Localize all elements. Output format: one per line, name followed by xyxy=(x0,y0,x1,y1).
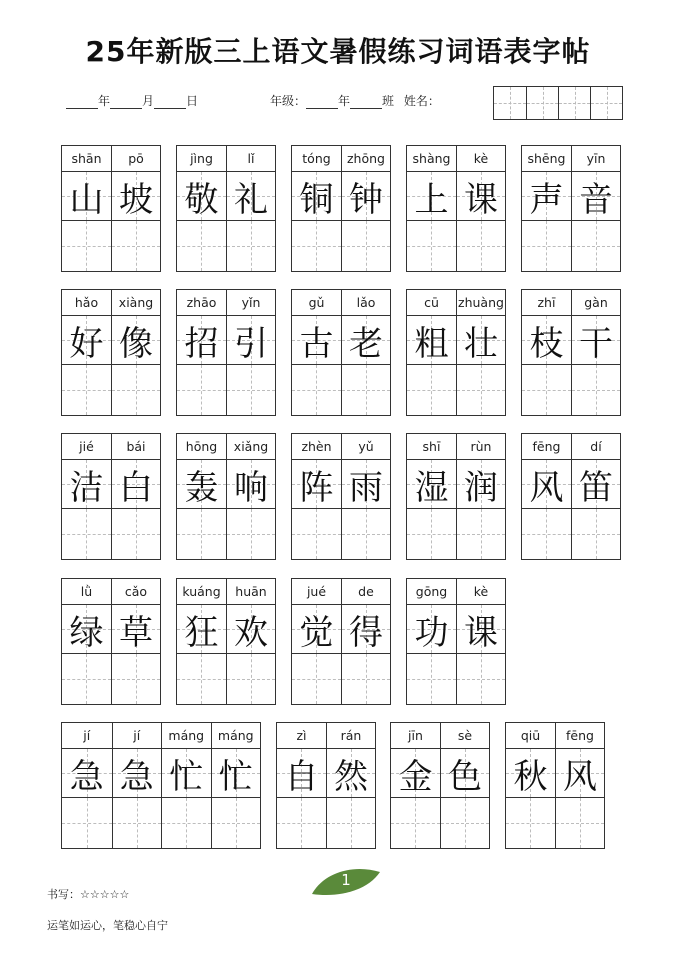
word-block xyxy=(276,722,376,849)
practice-box[interactable] xyxy=(342,509,390,559)
word-block xyxy=(61,578,161,705)
pinyin-label: kuáng xyxy=(177,579,226,605)
model-char-box xyxy=(407,460,456,510)
model-char-box xyxy=(212,749,261,799)
practice-box[interactable] xyxy=(227,654,275,704)
word-block xyxy=(521,433,621,560)
model-char-box xyxy=(292,460,341,510)
word-block xyxy=(505,722,605,849)
char-cell xyxy=(407,434,456,559)
pinyin-label: shī xyxy=(407,434,456,460)
model-character: 钟 xyxy=(348,179,383,220)
practice-box[interactable] xyxy=(227,221,275,271)
name-label: 姓名： xyxy=(403,94,440,108)
pinyin-label: hōng xyxy=(177,434,226,460)
model-character: 课 xyxy=(463,179,498,220)
model-char-box xyxy=(572,172,620,222)
model-character: 铜 xyxy=(299,179,334,220)
model-character: 草 xyxy=(118,612,153,653)
char-cell xyxy=(292,146,341,271)
model-char-box xyxy=(292,172,341,222)
pinyin-label: zhuàng xyxy=(457,290,505,316)
model-char-box xyxy=(177,605,226,655)
practice-box[interactable] xyxy=(407,365,456,415)
model-char-box xyxy=(177,172,226,222)
pinyin-label: zhèn xyxy=(292,434,341,460)
char-cell xyxy=(112,723,162,848)
model-char-box xyxy=(112,172,160,222)
pinyin-label: xiàng xyxy=(112,290,160,316)
model-char-box xyxy=(342,460,390,510)
rating-label: 书写： xyxy=(47,888,80,901)
char-cell xyxy=(341,146,390,271)
model-character: 急 xyxy=(119,756,154,797)
model-char-box xyxy=(162,749,211,799)
practice-box[interactable] xyxy=(62,654,111,704)
word-block xyxy=(521,289,621,416)
char-cell xyxy=(456,146,505,271)
char-cell xyxy=(522,146,571,271)
pinyin-label: jìng xyxy=(177,146,226,172)
model-character: 然 xyxy=(333,756,368,797)
model-character: 枝 xyxy=(529,323,564,364)
class-label: 班 xyxy=(382,94,395,108)
model-char-box xyxy=(407,605,456,655)
char-cell xyxy=(407,290,456,415)
model-character: 润 xyxy=(463,467,498,508)
model-character: 好 xyxy=(69,323,104,364)
model-character: 引 xyxy=(233,323,268,364)
model-character: 像 xyxy=(118,323,153,364)
word-block xyxy=(406,433,506,560)
practice-box[interactable] xyxy=(177,654,226,704)
practice-box[interactable] xyxy=(113,798,162,848)
char-cell xyxy=(177,146,226,271)
practice-box[interactable] xyxy=(556,798,604,848)
model-character: 老 xyxy=(348,323,383,364)
model-char-box xyxy=(572,460,620,510)
word-block xyxy=(176,145,276,272)
model-character: 绿 xyxy=(69,612,104,653)
model-char-box xyxy=(62,605,111,655)
name-box[interactable] xyxy=(558,87,590,119)
model-char-box xyxy=(277,749,326,799)
char-cell xyxy=(277,723,326,848)
pinyin-label: shàng xyxy=(407,146,456,172)
char-cell xyxy=(391,723,440,848)
model-char-box xyxy=(522,460,571,510)
model-character: 忙 xyxy=(218,756,253,797)
practice-box[interactable] xyxy=(177,365,226,415)
char-cell xyxy=(226,290,275,415)
char-cell xyxy=(571,146,620,271)
char-cell xyxy=(292,434,341,559)
model-char-box xyxy=(441,749,489,799)
practice-box[interactable] xyxy=(522,365,571,415)
pinyin-label: zì xyxy=(277,723,326,749)
practice-box[interactable] xyxy=(112,365,160,415)
month-label: 月 xyxy=(142,94,155,108)
pinyin-label: cǎo xyxy=(112,579,160,605)
practice-box[interactable] xyxy=(112,654,160,704)
char-cell xyxy=(211,723,261,848)
char-cell xyxy=(506,723,555,848)
pinyin-label: shān xyxy=(62,146,111,172)
char-cell xyxy=(177,579,226,704)
pinyin-label: jié xyxy=(62,434,111,460)
practice-box[interactable] xyxy=(457,221,505,271)
grade-year-blank[interactable] xyxy=(306,95,338,109)
grade-label: 年级： xyxy=(270,94,307,108)
pinyin-label: rán xyxy=(327,723,375,749)
name-box[interactable] xyxy=(526,87,558,119)
model-char-box xyxy=(522,172,571,222)
model-char-box xyxy=(112,316,160,366)
model-character: 得 xyxy=(348,612,383,653)
model-character: 功 xyxy=(414,612,449,653)
char-cell xyxy=(111,146,160,271)
pinyin-label: kè xyxy=(457,146,505,172)
model-character: 山 xyxy=(69,179,104,220)
word-block xyxy=(176,289,276,416)
practice-box[interactable] xyxy=(212,798,261,848)
practice-box[interactable] xyxy=(457,654,505,704)
char-cell xyxy=(62,290,111,415)
model-character: 礼 xyxy=(233,179,268,220)
model-char-box xyxy=(177,460,226,510)
pinyin-label: jīn xyxy=(391,723,440,749)
practice-box[interactable] xyxy=(342,654,390,704)
month-blank[interactable] xyxy=(110,95,142,109)
model-character: 古 xyxy=(299,323,334,364)
model-character: 课 xyxy=(463,612,498,653)
pinyin-label: máng xyxy=(212,723,261,749)
word-block xyxy=(390,722,490,849)
pinyin-label: gàn xyxy=(572,290,620,316)
practice-box[interactable] xyxy=(407,654,456,704)
word-block xyxy=(521,145,621,272)
pinyin-label: gōng xyxy=(407,579,456,605)
model-char-box xyxy=(62,316,111,366)
model-character: 风 xyxy=(562,756,597,797)
practice-box[interactable] xyxy=(407,509,456,559)
pinyin-label: hǎo xyxy=(62,290,111,316)
pinyin-label: de xyxy=(342,579,390,605)
practice-box[interactable] xyxy=(292,365,341,415)
model-char-box xyxy=(572,316,620,366)
practice-box[interactable] xyxy=(227,365,275,415)
pinyin-label: jí xyxy=(62,723,112,749)
word-block xyxy=(61,289,161,416)
char-cell xyxy=(62,723,112,848)
practice-box[interactable] xyxy=(292,509,341,559)
char-cell xyxy=(326,723,375,848)
model-char-box xyxy=(457,316,505,366)
model-character: 干 xyxy=(578,323,613,364)
char-cell xyxy=(292,579,341,704)
model-character: 轰 xyxy=(184,467,219,508)
practice-box[interactable] xyxy=(62,221,111,271)
word-block xyxy=(61,433,161,560)
char-cell xyxy=(177,434,226,559)
char-cell xyxy=(571,290,620,415)
model-char-box xyxy=(62,172,111,222)
pinyin-label: rùn xyxy=(457,434,505,460)
grade-field xyxy=(270,92,440,109)
model-character: 忙 xyxy=(169,756,204,797)
pinyin-label: lǐ xyxy=(227,146,275,172)
char-cell xyxy=(177,290,226,415)
model-character: 自 xyxy=(284,756,319,797)
model-char-box xyxy=(112,605,160,655)
model-char-box xyxy=(227,460,275,510)
model-character: 洁 xyxy=(69,467,104,508)
model-character: 色 xyxy=(447,756,482,797)
model-char-box xyxy=(556,749,604,799)
pinyin-label: xiǎng xyxy=(227,434,275,460)
practice-box[interactable] xyxy=(227,509,275,559)
pinyin-label: zhōng xyxy=(342,146,390,172)
word-block xyxy=(176,433,276,560)
char-cell xyxy=(456,434,505,559)
date-field xyxy=(66,92,198,109)
model-character: 风 xyxy=(529,467,564,508)
motto: 运笔如运心，笔稳心自宁 xyxy=(47,919,168,932)
model-character: 金 xyxy=(398,756,433,797)
name-input-grid[interactable] xyxy=(493,86,623,120)
model-char-box xyxy=(113,749,162,799)
practice-box[interactable] xyxy=(407,221,456,271)
practice-box[interactable] xyxy=(277,798,326,848)
practice-box[interactable] xyxy=(391,798,440,848)
day-blank[interactable] xyxy=(154,95,186,109)
model-character: 急 xyxy=(69,756,104,797)
practice-box[interactable] xyxy=(572,365,620,415)
practice-box[interactable] xyxy=(62,798,112,848)
practice-box[interactable] xyxy=(62,365,111,415)
char-cell xyxy=(440,723,489,848)
pinyin-label: lǎo xyxy=(342,290,390,316)
practice-box[interactable] xyxy=(112,221,160,271)
pinyin-label: cū xyxy=(407,290,456,316)
model-character: 招 xyxy=(184,323,219,364)
practice-box[interactable] xyxy=(177,221,226,271)
class-blank[interactable] xyxy=(350,95,382,109)
model-character: 笛 xyxy=(578,467,613,508)
page-title: 25年新版三上语文暑假练习词语表字帖 xyxy=(85,35,591,68)
model-character: 音 xyxy=(578,179,613,220)
practice-box[interactable] xyxy=(572,509,620,559)
model-char-box xyxy=(227,605,275,655)
pinyin-label: jué xyxy=(292,579,341,605)
model-character: 响 xyxy=(233,467,268,508)
word-block xyxy=(406,145,506,272)
model-char-box xyxy=(342,316,390,366)
model-character: 欢 xyxy=(233,612,268,653)
char-cell xyxy=(407,579,456,704)
model-char-box xyxy=(457,172,505,222)
char-cell xyxy=(522,290,571,415)
model-character: 声 xyxy=(529,179,564,220)
practice-box[interactable] xyxy=(572,221,620,271)
model-char-box xyxy=(407,316,456,366)
model-char-box xyxy=(227,172,275,222)
practice-box[interactable] xyxy=(62,509,111,559)
char-cell xyxy=(341,290,390,415)
pinyin-label: shēng xyxy=(522,146,571,172)
char-cell xyxy=(456,290,505,415)
model-char-box xyxy=(292,316,341,366)
rating-stars[interactable]: ☆☆☆☆☆ xyxy=(80,888,130,901)
char-cell xyxy=(456,579,505,704)
word-block xyxy=(176,578,276,705)
practice-box[interactable] xyxy=(177,509,226,559)
model-character: 白 xyxy=(118,467,153,508)
model-char-box xyxy=(112,460,160,510)
model-character: 觉 xyxy=(299,612,334,653)
model-character: 狂 xyxy=(184,612,219,653)
char-cell xyxy=(341,434,390,559)
char-cell xyxy=(62,146,111,271)
word-block xyxy=(61,722,261,849)
pinyin-label: zhāo xyxy=(177,290,226,316)
model-char-box xyxy=(522,316,571,366)
char-cell xyxy=(62,579,111,704)
pinyin-label: zhī xyxy=(522,290,571,316)
pinyin-label: gǔ xyxy=(292,290,341,316)
char-cell xyxy=(292,290,341,415)
model-char-box xyxy=(62,460,111,510)
model-character: 阵 xyxy=(299,467,334,508)
model-character: 敬 xyxy=(184,179,219,220)
model-char-box xyxy=(457,605,505,655)
model-char-box xyxy=(506,749,555,799)
practice-box[interactable] xyxy=(457,365,505,415)
practice-box[interactable] xyxy=(327,798,375,848)
word-block xyxy=(291,578,391,705)
pinyin-label: fēng xyxy=(522,434,571,460)
pinyin-label: sè xyxy=(441,723,489,749)
practice-box[interactable] xyxy=(292,221,341,271)
model-char-box xyxy=(177,316,226,366)
model-char-box xyxy=(457,460,505,510)
char-cell xyxy=(226,434,275,559)
model-character: 壮 xyxy=(463,323,498,364)
year-label: 年 xyxy=(98,94,111,108)
pinyin-label: bái xyxy=(112,434,160,460)
char-cell xyxy=(161,723,211,848)
pinyin-label: qiū xyxy=(506,723,555,749)
name-box[interactable] xyxy=(590,87,622,119)
model-character: 雨 xyxy=(348,467,383,508)
model-character: 坡 xyxy=(118,179,153,220)
word-block xyxy=(406,289,506,416)
char-cell xyxy=(226,579,275,704)
model-character: 上 xyxy=(414,179,449,220)
model-char-box xyxy=(327,749,375,799)
pinyin-label: yǐn xyxy=(227,290,275,316)
practice-box[interactable] xyxy=(342,365,390,415)
pinyin-label: yīn xyxy=(572,146,620,172)
model-char-box xyxy=(407,172,456,222)
word-block xyxy=(406,578,506,705)
model-char-box xyxy=(342,605,390,655)
practice-box[interactable] xyxy=(292,654,341,704)
pinyin-label: pō xyxy=(112,146,160,172)
word-block xyxy=(291,145,391,272)
practice-box[interactable] xyxy=(112,509,160,559)
pinyin-label: lǜ xyxy=(62,579,111,605)
model-character: 粗 xyxy=(414,323,449,364)
char-cell xyxy=(571,434,620,559)
model-char-box xyxy=(62,749,112,799)
word-block xyxy=(291,433,391,560)
model-character: 秋 xyxy=(513,756,548,797)
page-number: 1 xyxy=(341,871,351,889)
practice-box[interactable] xyxy=(441,798,489,848)
model-char-box xyxy=(391,749,440,799)
pinyin-label: dí xyxy=(572,434,620,460)
practice-box[interactable] xyxy=(506,798,555,848)
grade-year-label: 年 xyxy=(338,94,351,108)
pinyin-label: huān xyxy=(227,579,275,605)
name-box[interactable] xyxy=(494,87,526,119)
year-blank[interactable] xyxy=(66,95,98,109)
char-cell xyxy=(555,723,604,848)
char-cell xyxy=(111,579,160,704)
model-char-box xyxy=(227,316,275,366)
pinyin-label: yǔ xyxy=(342,434,390,460)
pinyin-label: máng xyxy=(162,723,211,749)
char-cell xyxy=(111,290,160,415)
pinyin-label: tóng xyxy=(292,146,341,172)
char-cell xyxy=(407,146,456,271)
practice-box[interactable] xyxy=(457,509,505,559)
pinyin-label: fēng xyxy=(556,723,604,749)
practice-box[interactable] xyxy=(522,509,571,559)
char-cell xyxy=(111,434,160,559)
practice-box[interactable] xyxy=(162,798,211,848)
word-block xyxy=(61,145,161,272)
day-label: 日 xyxy=(186,94,199,108)
model-character: 湿 xyxy=(414,467,449,508)
practice-box[interactable] xyxy=(522,221,571,271)
pinyin-label: kè xyxy=(457,579,505,605)
char-cell xyxy=(341,579,390,704)
pinyin-label: jí xyxy=(113,723,162,749)
char-cell xyxy=(62,434,111,559)
model-char-box xyxy=(342,172,390,222)
practice-box[interactable] xyxy=(342,221,390,271)
word-block xyxy=(291,289,391,416)
char-cell xyxy=(522,434,571,559)
rating xyxy=(47,886,129,902)
char-cell xyxy=(226,146,275,271)
model-char-box xyxy=(292,605,341,655)
